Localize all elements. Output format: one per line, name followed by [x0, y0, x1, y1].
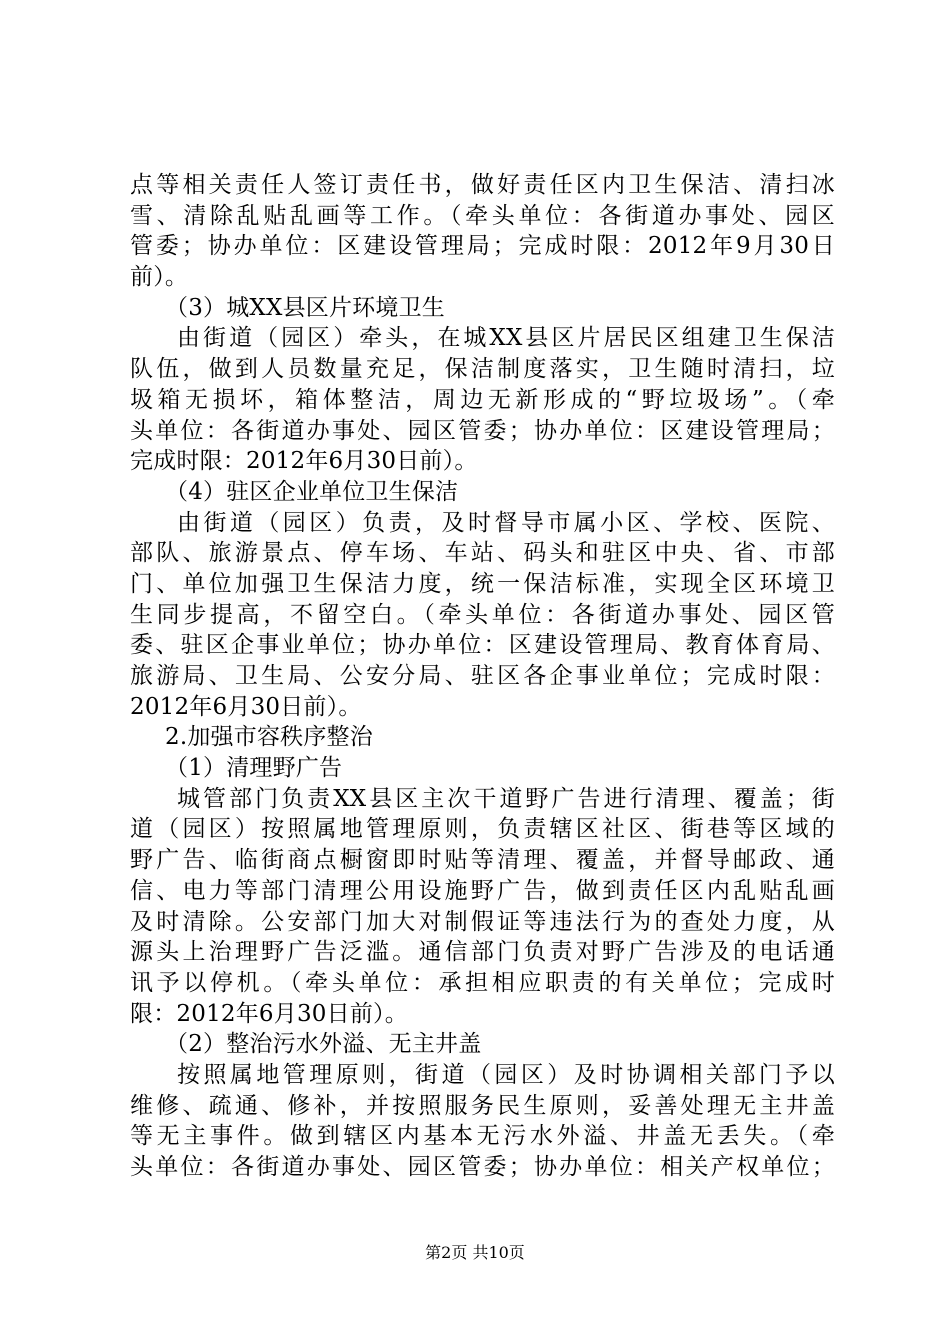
text-line: 讯予以停机。（牵头单位：承担相应职责的有关单位；完成时 — [130, 969, 835, 996]
text-line: 由街道（园区）负责，及时督导市属小区、学校、医院、 — [177, 509, 835, 536]
text-line: 雪、清除乱贴乱画等工作。（牵头单位：各街道办事处、园区 — [130, 202, 835, 229]
text-line: 由街道（园区）牵头，在城XX县区片居民区组建卫生保洁 — [177, 325, 835, 352]
text-line: 限：2012年6月30日前）。 — [130, 1000, 408, 1027]
text-line: （2）整治污水外溢、无主井盖 — [165, 1031, 482, 1058]
text-line: 等无主事件。做到辖区内基本无污水外溢、井盖无丢失。（牵 — [130, 1123, 835, 1150]
text-line: 委、驻区企事业单位；协办单位：区建设管理局、教育体育局、 — [130, 632, 835, 659]
text-line: 信、电力等部门清理公用设施野广告，做到责任区内乱贴乱画 — [130, 877, 835, 904]
text-line: 点等相关责任人签订责任书，做好责任区内卫生保洁、清扫冰 — [130, 172, 835, 198]
text-line: 按照属地管理原则，街道（园区）及时协调相关部门予以 — [177, 1061, 835, 1088]
text-line: （1）清理野广告 — [165, 755, 343, 782]
text-line: 完成时限：2012年6月30日前）。 — [130, 448, 478, 475]
text-line: 及时清除。公安部门加大对制假证等违法行为的查处力度，从 — [130, 908, 835, 935]
text-line: 道（园区）按照属地管理原则，负责辖区社区、街巷等区域的 — [130, 816, 835, 843]
document-body — [130, 170, 835, 1183]
text-line: 管委；协办单位：区建设管理局；完成时限：2012年9月30日 — [130, 233, 835, 260]
text-line: 头单位：各街道办事处、园区管委；协办单位：相关产权单位； — [130, 1154, 835, 1180]
text-line: 门、单位加强卫生保洁力度，统一保洁标准，实现全区环境卫 — [130, 570, 835, 597]
page-footer: 第2页 共10页 — [425, 1243, 525, 1262]
text-line: （4）驻区企业单位卫生保洁 — [165, 478, 459, 505]
text-line: 源头上治理野广告泛滥。通信部门负责对野广告涉及的电话通 — [130, 939, 835, 966]
text-line: （3）城XX县区片环境卫生 — [165, 294, 445, 321]
text-line: 圾箱无损坏，箱体整洁，周边无新形成的“野垃圾场”。（牵 — [130, 386, 835, 413]
text-line: 野广告、临街商点橱窗即时贴等清理、覆盖，并督导邮政、通 — [130, 847, 835, 874]
text-line: 2.加强市容秩序整治 — [165, 724, 373, 751]
text-line: 2012年6月30日前）。 — [130, 693, 362, 720]
text-line: 城管部门负责XX县区主次干道野广告进行清理、覆盖；街 — [177, 785, 835, 812]
text-line: 头单位：各街道办事处、园区管委；协办单位：区建设管理局； — [130, 417, 835, 444]
text-line: 队伍，做到人员数量充足，保洁制度落实，卫生随时清扫，垃 — [130, 356, 835, 383]
text-line: 生同步提高，不留空白。（牵头单位：各街道办事处、园区管 — [130, 601, 835, 628]
text-line: 部队、旅游景点、停车场、车站、码头和驻区中央、省、市部 — [130, 540, 835, 567]
text-line: 旅游局、卫生局、公安分局、驻区各企事业单位；完成时限： — [130, 663, 835, 689]
text-line: 前）。 — [130, 264, 189, 291]
text-line: 维修、疏通、修补，并按照服务民生原则，妥善处理无主井盖 — [130, 1092, 835, 1119]
